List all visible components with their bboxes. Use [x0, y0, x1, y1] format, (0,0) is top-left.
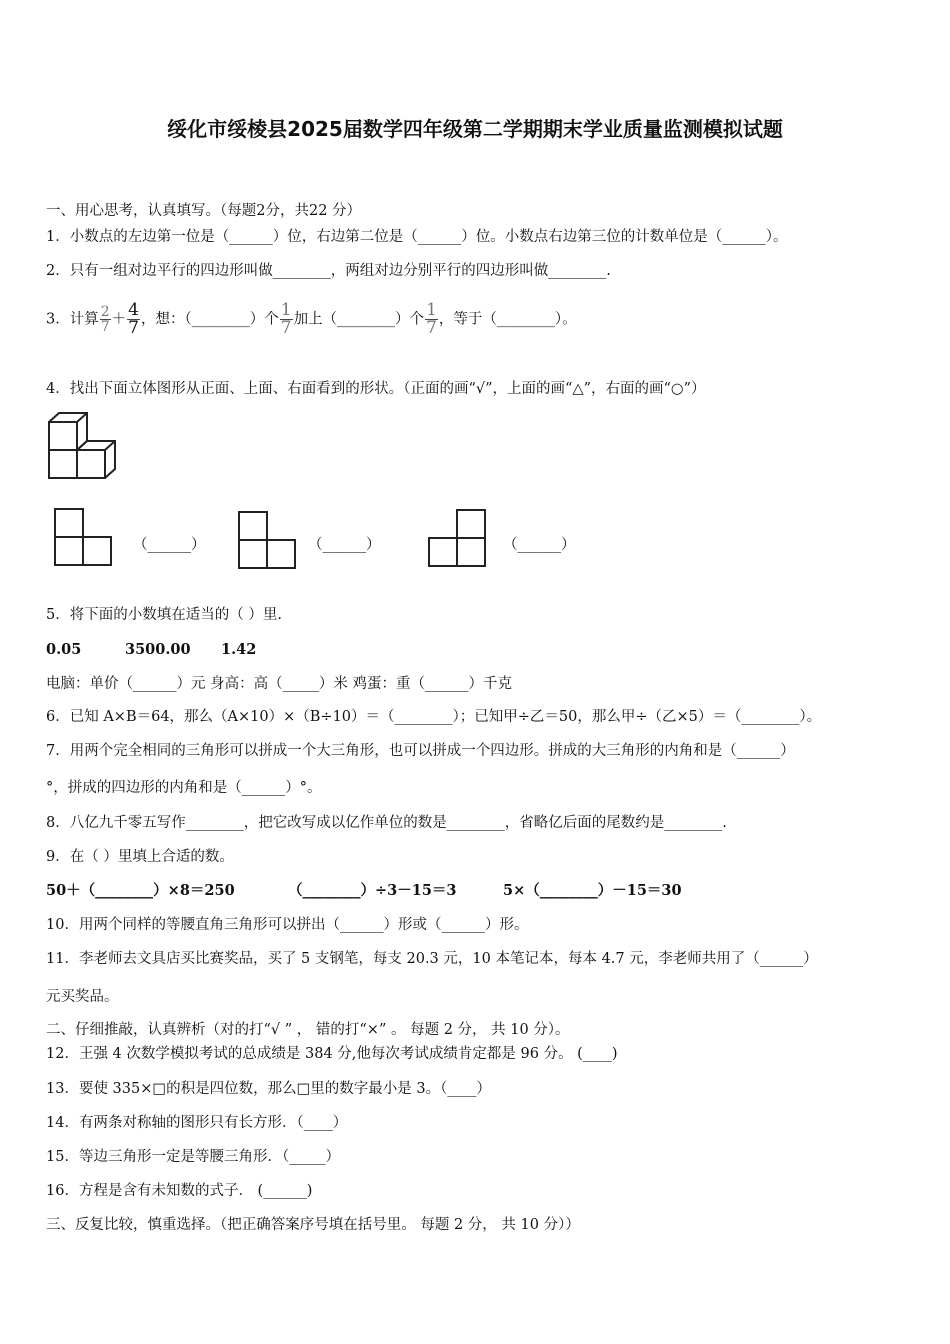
fraction-1-7 [280, 302, 293, 337]
question-4: 4．找出下面立体图形从正面、上面、右面看到的形状。（正面的画“√”，上面的画“△”，右面的画“○”） [46, 381, 706, 397]
fraction-4-7 [127, 302, 140, 337]
view-shape-3 [426, 507, 488, 567]
page-title: 绥化市绥棱县2025届数学四年级第二学期期末学业质量监测模拟试题 [167, 117, 783, 141]
fraction-numerator: 2 [100, 304, 110, 320]
view-1-answer-blank[interactable]: （______） [133, 537, 206, 553]
question-9: 9．在（ ）里填上合适的数。 [46, 849, 234, 865]
decimal-1: 0.05 [46, 641, 82, 658]
question-5-fill: 电脑：单价（______）元 身高：高（_____）米 鸡蛋：重（______）千克 [46, 676, 512, 692]
section-1-heading: 一、用心思考，认真填写。（每题2分，共22 分） [46, 203, 362, 219]
question-12: 12．王强 4 次数学模拟考试的总成绩是 384 分,他每次考试成绩肯定都是 96 分。 (____) [46, 1046, 618, 1062]
question-5: 5．将下面的小数填在适当的（ ）里. [46, 607, 282, 623]
fraction-2-7 [100, 305, 111, 334]
view-shape-1 [52, 506, 114, 566]
view-shape-2 [236, 509, 298, 569]
q3-middle-1: ，想：（________）个 [140, 311, 279, 328]
q3-prefix: 3．计算 [46, 311, 99, 328]
section-2-heading: 二、仔细推敲，认真辨析（对的打“√ ” ， 错的打“×” 。 每题 2 分， 共 10 分）。 [46, 1022, 570, 1038]
equation-1: 50＋（________）×8＝250 [46, 882, 235, 899]
view-2-answer-blank[interactable]: （______） [308, 537, 381, 553]
equation-3: 5×（________）－15＝30 [503, 882, 682, 899]
fraction-denominator: 7 [128, 318, 139, 338]
equation-2: （________）÷3－15＝3 [288, 882, 457, 899]
fraction-numerator: 1 [280, 300, 292, 320]
view-3-answer-blank[interactable]: （______） [503, 537, 576, 553]
fraction-1-7 [425, 302, 438, 337]
question-3 [46, 302, 577, 337]
question-14: 14．有两条对称轴的图形只有长方形．（____） [46, 1115, 348, 1131]
question-15: 15．等边三角形一定是等腰三角形．（_____） [46, 1149, 340, 1165]
decimal-3: 1.42 [221, 641, 257, 658]
decimal-2: 3500.00 [125, 641, 191, 658]
q3-end: ，等于（________）。 [438, 311, 577, 328]
question-7: 7．用两个完全相同的三角形可以拼成一个大三角形，也可以拼成一个四边形。拼成的大三角形的内角和是（______） [46, 743, 795, 759]
question-6: 6．已知 A×B＝64，那么（A×10）×（B÷10）＝（________）；已知甲÷乙＝50，那么甲÷（乙×5）＝（________）。 [46, 709, 822, 725]
question-11-continued: 元买奖品。 [46, 989, 119, 1005]
q3-middle-2: 加上（________）个 [293, 311, 425, 328]
question-16: 16．方程是含有未知数的式子． (______) [46, 1183, 313, 1199]
fraction-numerator: 1 [426, 300, 437, 320]
fraction-denominator: 7 [280, 318, 292, 338]
question-10: 10．用两个同样的等腰直角三角形可以拼出（______）形或（______）形。 [46, 917, 529, 933]
fraction-denominator: 7 [426, 318, 437, 338]
question-13: 13．要使 335×□的积是四位数，那么□里的数字最小是 3。（____） [46, 1081, 491, 1097]
cube-stack-figure [44, 408, 124, 480]
question-11: 11．李老师去文具店买比赛奖品，买了 5 支钢笔，每支 20.3 元，10 本笔记本，每本 4.7 元，李老师共用了（______） [46, 951, 818, 967]
question-7-continued: °，拼成的四边形的内角和是（______）°。 [46, 780, 322, 796]
fraction-numerator: 4 [128, 300, 139, 320]
section-3-heading: 三、反复比较，慎重选择。（把正确答案序号填在括号里。 每题 2 分， 共 10 分）） [46, 1217, 580, 1233]
question-2: 2．只有一组对边平行的四边形叫做________，两组对边分别平行的四边形叫做________. [46, 263, 611, 279]
plus-sign: ＋ [111, 311, 127, 328]
question-8: 8．八亿九千零五写作________，把它改写成以亿作单位的数是________，省略亿后面的尾数约是________. [46, 815, 727, 831]
question-1: 1．小数点的左边第一位是（______）位，右边第二位是（______）位。小数点右边第三位的计数单位是（______）。 [46, 229, 788, 245]
fraction-denominator: 7 [100, 319, 110, 335]
